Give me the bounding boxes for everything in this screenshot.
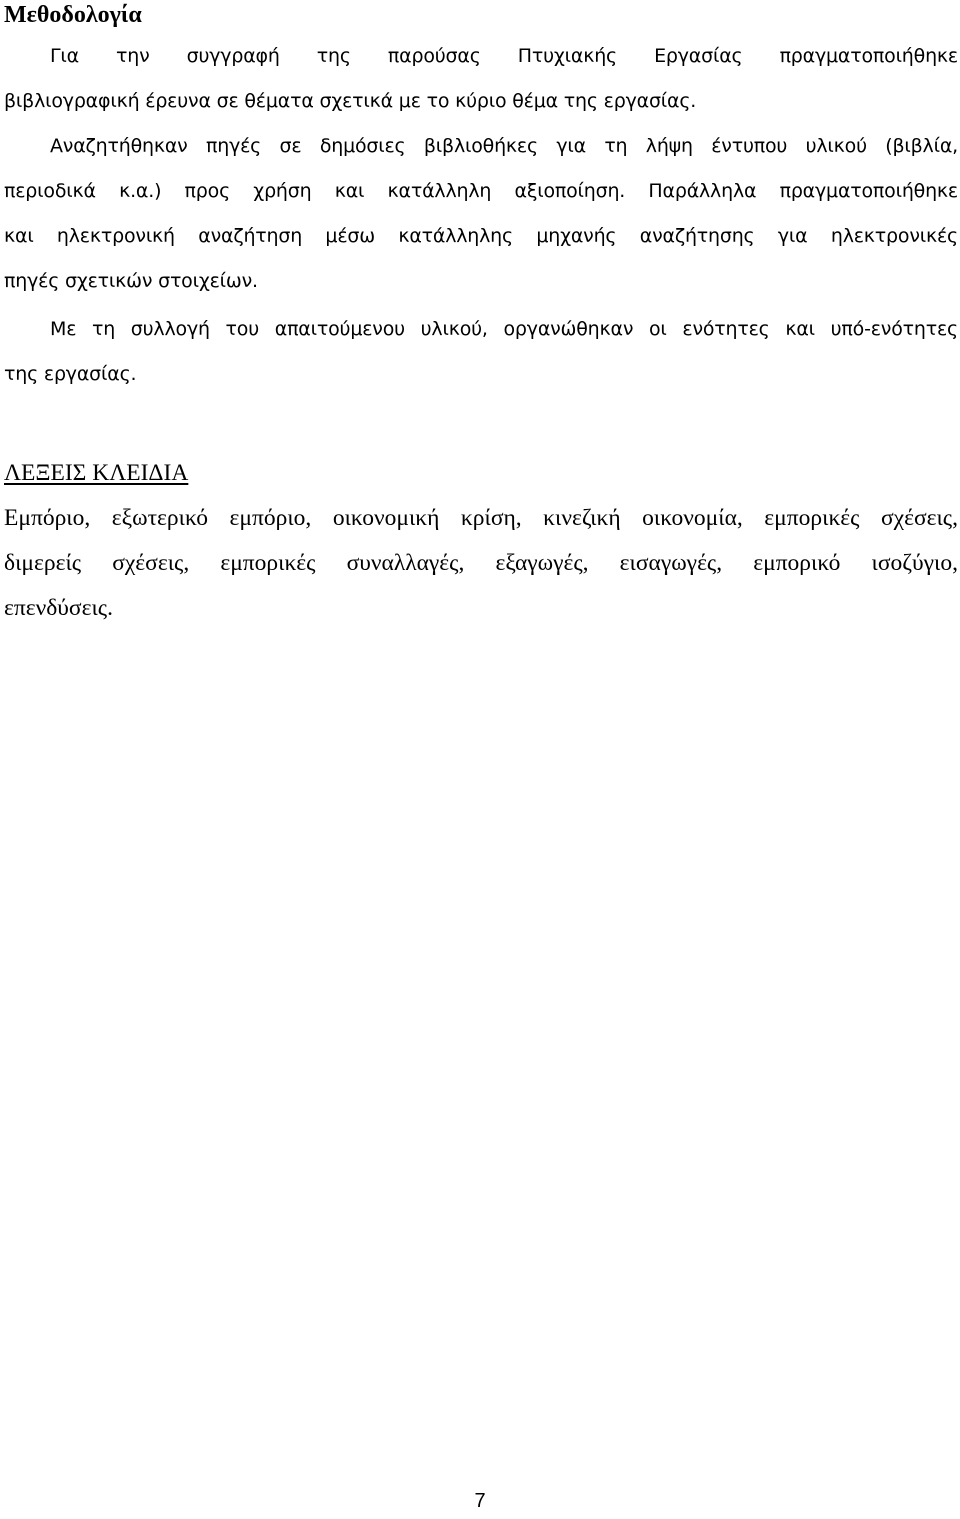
keywords-line: διμερείς σχέσεις, εμπορικές συναλλαγές, εξαγωγές, εισαγωγές, εμπορικό ισοζύγιο, (4, 550, 958, 576)
section-heading: Μεθοδολογία (4, 2, 142, 28)
paragraph-line: και ηλεκτρονική αναζήτηση μέσω κατάλληλης μηχανής αναζήτησης για ηλεκτρονικές (4, 225, 958, 247)
methodology-body (4, 34, 958, 304)
keywords-title: ΛΕΞΕΙΣ ΚΛΕΙΔΙΑ (4, 460, 189, 486)
paragraph-line: πηγές σχετικών στοιχείων. (4, 270, 258, 292)
paragraph-line: περιοδικά κ.α.) προς χρήση και κατάλληλη αξιοποίηση. Παράλληλα πραγματοποιήθηκε (4, 180, 958, 202)
page-number: 7 (474, 1490, 486, 1512)
keywords-line: επενδύσεις. (4, 595, 113, 621)
paragraph-line: της εργασίας. (4, 363, 137, 385)
paragraph-line: Αναζητήθηκαν πηγές σε δημόσιες βιβλιοθήκες για τη λήψη έντυπου υλικού (βιβλία, (50, 135, 958, 157)
paragraph-line: Για την συγγραφή της παρούσας Πτυχιακής Εργασίας πραγματοποιήθηκε (50, 45, 958, 67)
paragraph-line: Με τη συλλογή του απαιτούμενου υλικού, οργανώθηκαν οι ενότητες και υπό-ενότητες (50, 318, 958, 340)
methodology-conclusion (4, 307, 958, 397)
paragraph-line: βιβλιογραφική έρευνα σε θέματα σχετικά με το κύριο θέμα της εργασίας. (4, 90, 697, 112)
keywords-line: Εμπόριο, εξωτερικό εμπόριο, οικονομική κρίση, κινεζική οικονομία, εμπορικές σχέσεις, (4, 505, 958, 531)
keywords-list (4, 496, 958, 631)
